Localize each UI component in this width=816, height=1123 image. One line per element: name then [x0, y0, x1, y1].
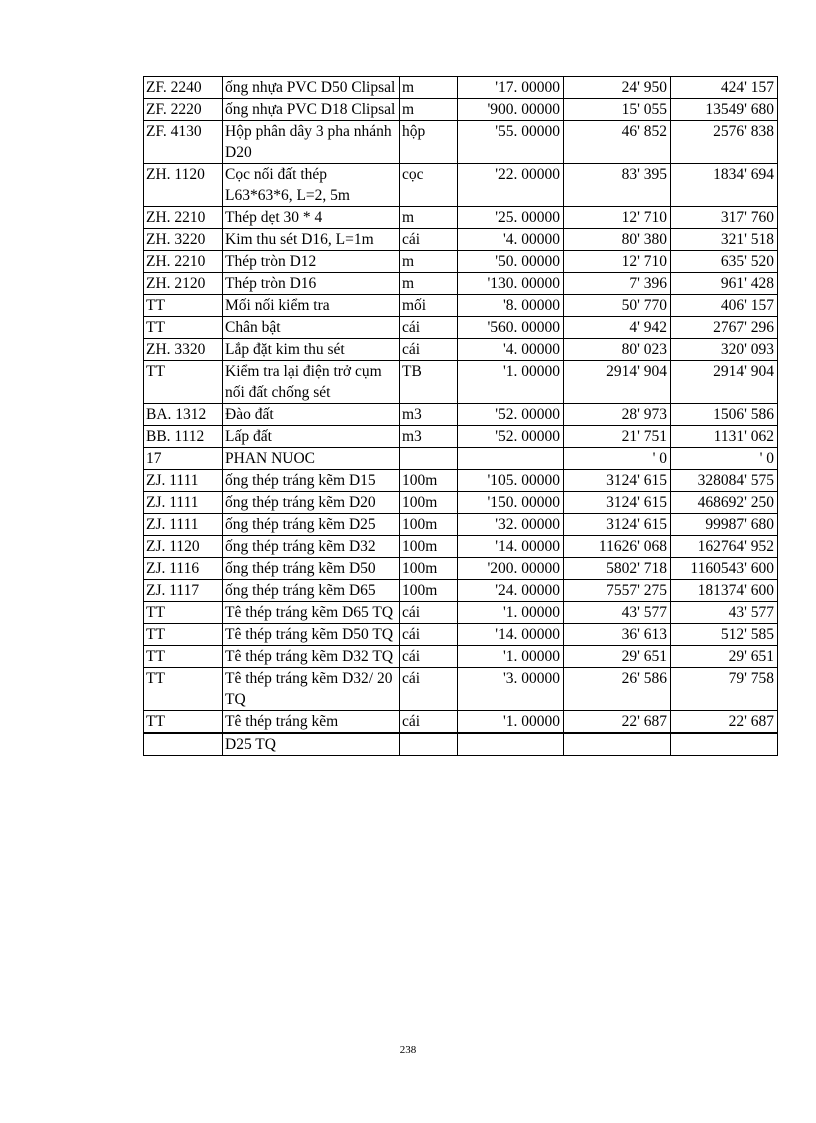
- cell-unit: 100m: [400, 514, 458, 536]
- cell-quantity: '52. 00000: [458, 404, 564, 426]
- cell-quantity: '560. 00000: [458, 317, 564, 339]
- cell-unit: m3: [400, 426, 458, 448]
- cell-unit-price: 36' 613: [564, 624, 671, 646]
- cell-amount: 2767' 296: [671, 317, 778, 339]
- cell-amount: 635' 520: [671, 251, 778, 273]
- cell-description: Tê thép tráng kẽm D32 TQ: [223, 646, 400, 668]
- cell-description: ống thép tráng kẽm D65: [223, 580, 400, 602]
- table-body: [144, 77, 778, 756]
- table-row: [144, 295, 778, 317]
- cell-code: TT: [144, 295, 223, 317]
- cell-unit-price: 80' 023: [564, 339, 671, 361]
- cell-unit-price: 3124' 615: [564, 492, 671, 514]
- cell-quantity: '52. 00000: [458, 426, 564, 448]
- cell-quantity: '14. 00000: [458, 536, 564, 558]
- cell-unit: mối: [400, 295, 458, 317]
- cell-code: ZH. 2210: [144, 207, 223, 229]
- table-row: [144, 121, 778, 164]
- cell-amount: 162764' 952: [671, 536, 778, 558]
- cell-unit-price: 80' 380: [564, 229, 671, 251]
- cell-unit-price: 24' 950: [564, 77, 671, 99]
- cell-amount: 22' 687: [671, 711, 778, 734]
- table-row: [144, 514, 778, 536]
- cell-code: ZF. 2220: [144, 99, 223, 121]
- cell-amount: 424' 157: [671, 77, 778, 99]
- cell-amount: 1131' 062: [671, 426, 778, 448]
- cell-quantity: '4. 00000: [458, 339, 564, 361]
- cell-unit-price: 22' 687: [564, 711, 671, 734]
- cell-amount: 512' 585: [671, 624, 778, 646]
- cell-code: TT: [144, 361, 223, 404]
- cell-code: TT: [144, 317, 223, 339]
- table-row: [144, 339, 778, 361]
- table-row: [144, 580, 778, 602]
- cell-unit-price: ' 0: [564, 448, 671, 470]
- cell-unit-price: 5802' 718: [564, 558, 671, 580]
- cell-unit: m: [400, 273, 458, 295]
- cell-amount: 181374' 600: [671, 580, 778, 602]
- cell-quantity: '130. 00000: [458, 273, 564, 295]
- cell-description: Chân bật: [223, 317, 400, 339]
- cell-unit-price: 21' 751: [564, 426, 671, 448]
- cell-quantity: '1. 00000: [458, 602, 564, 624]
- cell-unit-price: 26' 586: [564, 668, 671, 711]
- table-row: [144, 404, 778, 426]
- cell-unit: cái: [400, 317, 458, 339]
- cell-amount: 317' 760: [671, 207, 778, 229]
- table-row: [144, 77, 778, 99]
- cell-description: Tê thép tráng kẽm: [223, 711, 400, 734]
- cell-quantity: '24. 00000: [458, 580, 564, 602]
- cell-code: ZJ. 1117: [144, 580, 223, 602]
- table-row: [144, 229, 778, 251]
- cell-description: Kim thu sét D16, L=1m: [223, 229, 400, 251]
- cell-quantity: '1. 00000: [458, 361, 564, 404]
- table-row: [144, 558, 778, 580]
- cell-code: ZF. 2240: [144, 77, 223, 99]
- cell-amount: 79' 758: [671, 668, 778, 711]
- cell-description: Tê thép tráng kẽm D65 TQ: [223, 602, 400, 624]
- cell-code: [144, 733, 223, 756]
- cell-amount: 29' 651: [671, 646, 778, 668]
- cell-amount: [671, 733, 778, 756]
- cell-unit-price: 7' 396: [564, 273, 671, 295]
- cell-amount: 99987' 680: [671, 514, 778, 536]
- cell-amount: 320' 093: [671, 339, 778, 361]
- cell-unit-price: 11626' 068: [564, 536, 671, 558]
- cell-amount: 961' 428: [671, 273, 778, 295]
- cell-amount: 406' 157: [671, 295, 778, 317]
- table-row-continuation: [144, 733, 778, 756]
- cell-quantity: [458, 733, 564, 756]
- cell-code: ZH. 2210: [144, 251, 223, 273]
- cell-unit: cái: [400, 624, 458, 646]
- cell-code: ZF. 4130: [144, 121, 223, 164]
- cell-description: Kiểm tra lại điện trở cụm nối đất chống sét: [223, 361, 400, 404]
- cell-code: ZH. 3320: [144, 339, 223, 361]
- table-row: [144, 251, 778, 273]
- cell-quantity: '55. 00000: [458, 121, 564, 164]
- cell-unit: TB: [400, 361, 458, 404]
- cell-description: Mối nối kiểm tra: [223, 295, 400, 317]
- table-row: [144, 470, 778, 492]
- cell-quantity: '200. 00000: [458, 558, 564, 580]
- cell-code: TT: [144, 711, 223, 734]
- cell-unit-price: 4' 942: [564, 317, 671, 339]
- cell-amount: 2914' 904: [671, 361, 778, 404]
- cell-unit: m: [400, 99, 458, 121]
- cell-unit: 100m: [400, 492, 458, 514]
- cell-amount: 2576' 838: [671, 121, 778, 164]
- cell-code: 17: [144, 448, 223, 470]
- cell-unit-price: 12' 710: [564, 251, 671, 273]
- cell-amount: 1834' 694: [671, 164, 778, 207]
- cell-unit: cái: [400, 339, 458, 361]
- cell-unit: m: [400, 251, 458, 273]
- cell-unit-price: 50' 770: [564, 295, 671, 317]
- cell-amount: 13549' 680: [671, 99, 778, 121]
- cell-unit-price: [564, 733, 671, 756]
- cell-quantity: '50. 00000: [458, 251, 564, 273]
- cell-code: TT: [144, 668, 223, 711]
- cell-unit-price: 12' 710: [564, 207, 671, 229]
- cell-amount: 321' 518: [671, 229, 778, 251]
- table-row: [144, 624, 778, 646]
- cell-unit: cái: [400, 668, 458, 711]
- cell-description: ống thép tráng kẽm D20: [223, 492, 400, 514]
- cell-quantity: '150. 00000: [458, 492, 564, 514]
- cell-amount: 1160543' 600: [671, 558, 778, 580]
- cell-description: PHAN NUOC: [223, 448, 400, 470]
- cell-quantity: '17. 00000: [458, 77, 564, 99]
- cell-description: D25 TQ: [223, 733, 400, 756]
- cell-code: ZJ. 1120: [144, 536, 223, 558]
- table-row: [144, 317, 778, 339]
- cell-description: ống thép tráng kẽm D50: [223, 558, 400, 580]
- cost-estimate-table: [143, 76, 778, 756]
- cell-amount: 43' 577: [671, 602, 778, 624]
- cell-code: TT: [144, 602, 223, 624]
- cell-quantity: '22. 00000: [458, 164, 564, 207]
- cell-unit-price: 43' 577: [564, 602, 671, 624]
- cell-quantity: [458, 448, 564, 470]
- cell-unit: cái: [400, 602, 458, 624]
- cell-unit-price: 3124' 615: [564, 514, 671, 536]
- cell-code: ZJ. 1111: [144, 492, 223, 514]
- cell-unit-price: 7557' 275: [564, 580, 671, 602]
- cell-code: ZJ. 1111: [144, 470, 223, 492]
- cell-description: Thép dẹt 30 * 4: [223, 207, 400, 229]
- cell-unit: [400, 448, 458, 470]
- table-row: [144, 602, 778, 624]
- cell-unit: m: [400, 77, 458, 99]
- cell-unit-price: 2914' 904: [564, 361, 671, 404]
- table-row: [144, 448, 778, 470]
- cell-description: Thép tròn D16: [223, 273, 400, 295]
- cell-quantity: '4. 00000: [458, 229, 564, 251]
- cell-code: ZH. 3220: [144, 229, 223, 251]
- cell-unit-price: 15' 055: [564, 99, 671, 121]
- table-row: [144, 273, 778, 295]
- table-row: [144, 492, 778, 514]
- cell-description: Hộp phân dây 3 pha nhánh D20: [223, 121, 400, 164]
- cell-quantity: '1. 00000: [458, 711, 564, 734]
- cell-unit: 100m: [400, 580, 458, 602]
- cell-quantity: '25. 00000: [458, 207, 564, 229]
- cell-unit-price: 28' 973: [564, 404, 671, 426]
- cell-unit-price: 46' 852: [564, 121, 671, 164]
- cell-quantity: '3. 00000: [458, 668, 564, 711]
- cell-unit: [400, 733, 458, 756]
- cell-quantity: '14. 00000: [458, 624, 564, 646]
- cell-code: ZH. 1120: [144, 164, 223, 207]
- cell-code: ZJ. 1111: [144, 514, 223, 536]
- cell-amount: ' 0: [671, 448, 778, 470]
- cell-quantity: '32. 00000: [458, 514, 564, 536]
- cell-description: Thép tròn D12: [223, 251, 400, 273]
- table-row: [144, 426, 778, 448]
- table-row: [144, 207, 778, 229]
- cell-unit: 100m: [400, 558, 458, 580]
- cell-quantity: '105. 00000: [458, 470, 564, 492]
- table-row: [144, 646, 778, 668]
- cell-description: Tê thép tráng kẽm D32/ 20 TQ: [223, 668, 400, 711]
- cell-unit: m3: [400, 404, 458, 426]
- table-row: [144, 668, 778, 711]
- cell-unit: cái: [400, 711, 458, 734]
- cell-description: Lắp đặt kim thu sét: [223, 339, 400, 361]
- cell-description: Đào đất: [223, 404, 400, 426]
- cell-amount: 468692' 250: [671, 492, 778, 514]
- cell-description: Cọc nối đất thép L63*63*6, L=2, 5m: [223, 164, 400, 207]
- table-row: [144, 361, 778, 404]
- cell-code: TT: [144, 624, 223, 646]
- table-row: [144, 99, 778, 121]
- cell-description: ống thép tráng kẽm D25: [223, 514, 400, 536]
- table-row: [144, 711, 778, 734]
- cell-unit: hộp: [400, 121, 458, 164]
- table-row: [144, 164, 778, 207]
- cell-quantity: '8. 00000: [458, 295, 564, 317]
- cell-unit: 100m: [400, 470, 458, 492]
- cell-unit-price: 3124' 615: [564, 470, 671, 492]
- cell-amount: 328084' 575: [671, 470, 778, 492]
- cell-code: BA. 1312: [144, 404, 223, 426]
- cell-description: ống nhựa PVC D50 Clipsal: [223, 77, 400, 99]
- cell-quantity: '1. 00000: [458, 646, 564, 668]
- cell-description: ống thép tráng kẽm D15: [223, 470, 400, 492]
- cell-code: ZJ. 1116: [144, 558, 223, 580]
- cell-unit: cọc: [400, 164, 458, 207]
- cell-description: ống nhựa PVC D18 Clipsal: [223, 99, 400, 121]
- cell-code: ZH. 2120: [144, 273, 223, 295]
- cell-unit-price: 83' 395: [564, 164, 671, 207]
- cell-unit: m: [400, 207, 458, 229]
- cell-code: TT: [144, 646, 223, 668]
- cell-code: BB. 1112: [144, 426, 223, 448]
- page-number: 238: [399, 1044, 417, 1056]
- cell-quantity: '900. 00000: [458, 99, 564, 121]
- cell-unit: 100m: [400, 536, 458, 558]
- cell-description: Tê thép tráng kẽm D50 TQ: [223, 624, 400, 646]
- cell-unit-price: 29' 651: [564, 646, 671, 668]
- cell-amount: 1506' 586: [671, 404, 778, 426]
- cell-unit: cái: [400, 646, 458, 668]
- cell-description: ống thép tráng kẽm D32: [223, 536, 400, 558]
- cell-description: Lấp đất: [223, 426, 400, 448]
- cell-unit: cái: [400, 229, 458, 251]
- table-row: [144, 536, 778, 558]
